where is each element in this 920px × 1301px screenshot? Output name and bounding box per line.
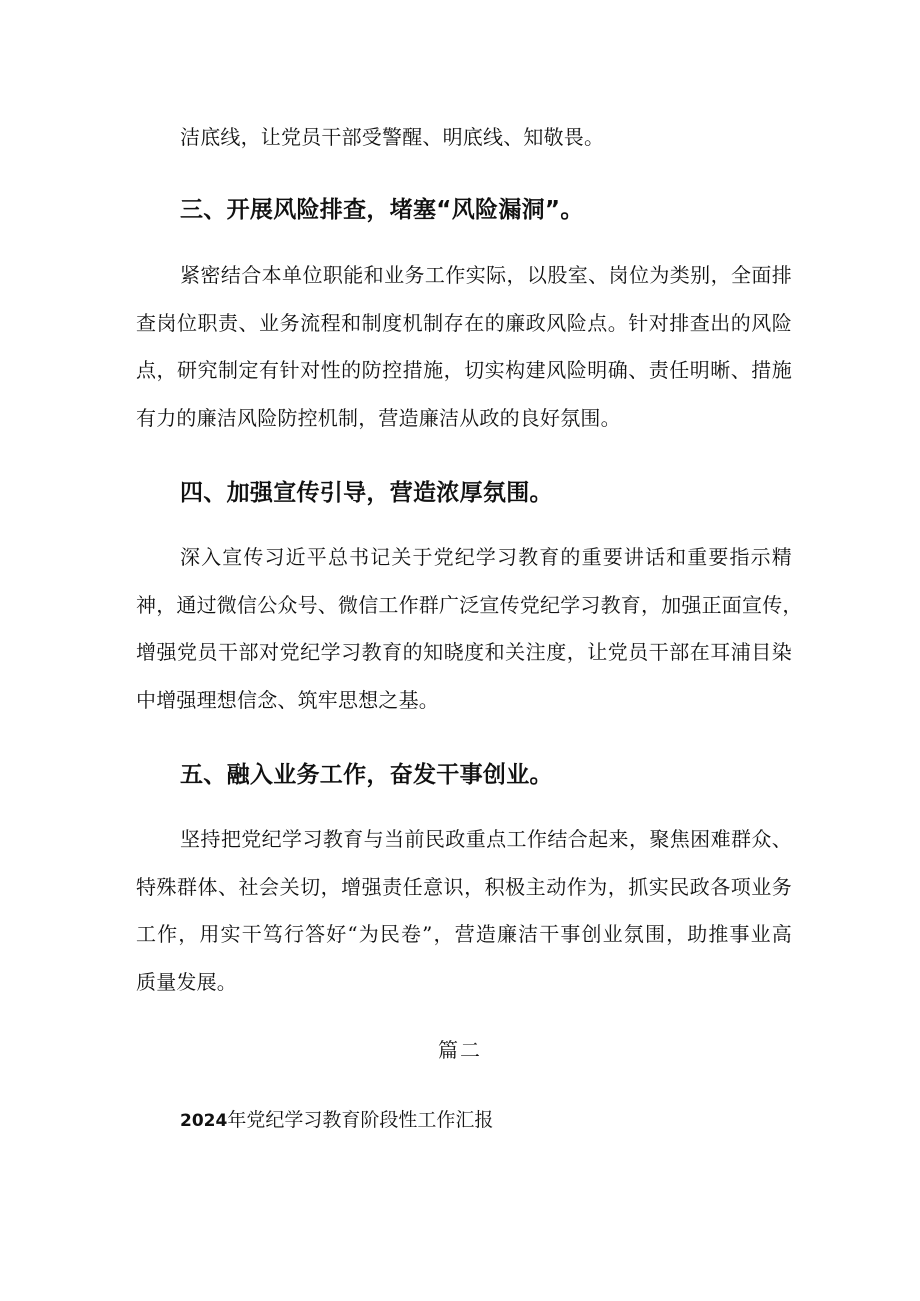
section-4-heading: 四、加强宣传引导，营造浓厚氛围。 (180, 480, 553, 506)
section-3-paragraph (136, 252, 792, 442)
section-5-heading: 五、融入业务工作，奋发干事创业。 (180, 762, 553, 788)
paragraph-line: 工作，用实干笃行答好“为民卷”，营造廉洁干事创业氛围，助推事业高 (136, 922, 792, 946)
paragraph-line: 质量发展。 (136, 969, 237, 994)
paragraph-line: 坚持把党纪学习教育与当前民政重点工作结合起来，聚焦困难群众、 (180, 827, 792, 851)
paragraph-line: 神，通过微信公众号、微信工作群广泛宣传党纪学习教育，加强正面宣传， (136, 592, 803, 617)
section-5-paragraph (136, 816, 792, 1006)
paragraph-line: 洁底线，让党员干部受警醒、明底线、知敬畏。 (180, 125, 605, 149)
section-4-paragraph (136, 534, 803, 724)
continuation-paragraph (136, 114, 792, 162)
paragraph-line: 特殊群体、社会关切，增强责任意识，积极主动作为，抓实民政各项业务 (136, 874, 792, 899)
section-3-heading: 三、开展风险排查，堵塞“风险漏洞”。 (180, 197, 584, 223)
paragraph-line: 增强党员干部对党纪学习教育的知晓度和关注度，让党员干部在耳浦目染 (136, 640, 792, 664)
part-two-title-text: 年党纪学习教育阶段性工作汇报 (227, 1109, 494, 1131)
paragraph-line: 查岗位职责、业务流程和制度机制存在的廉政风险点。针对排查出的风险 (136, 310, 792, 335)
paragraph-line: 中增强理想信念、筑牢思想之基。 (136, 687, 439, 712)
part-two-title (180, 1102, 493, 1139)
paragraph-line: 紧密结合本单位职能和业务工作实际，以股室、岗位为类别，全面排 (180, 263, 792, 287)
part-two-title-year: 2024 (180, 1111, 228, 1131)
paragraph-line: 有力的廉洁风险防控机制，营造廉洁从政的良好氛围。 (136, 405, 621, 430)
paragraph-line: 深入宣传习近平总书记关于党纪学习教育的重要讲话和重要指示精 (180, 545, 792, 569)
paragraph-line: 点，研究制定有针对性的防控措施，切实构建风险明确、责任明晰、措施 (136, 358, 792, 382)
part-two-label: 篇二 (438, 1038, 482, 1062)
